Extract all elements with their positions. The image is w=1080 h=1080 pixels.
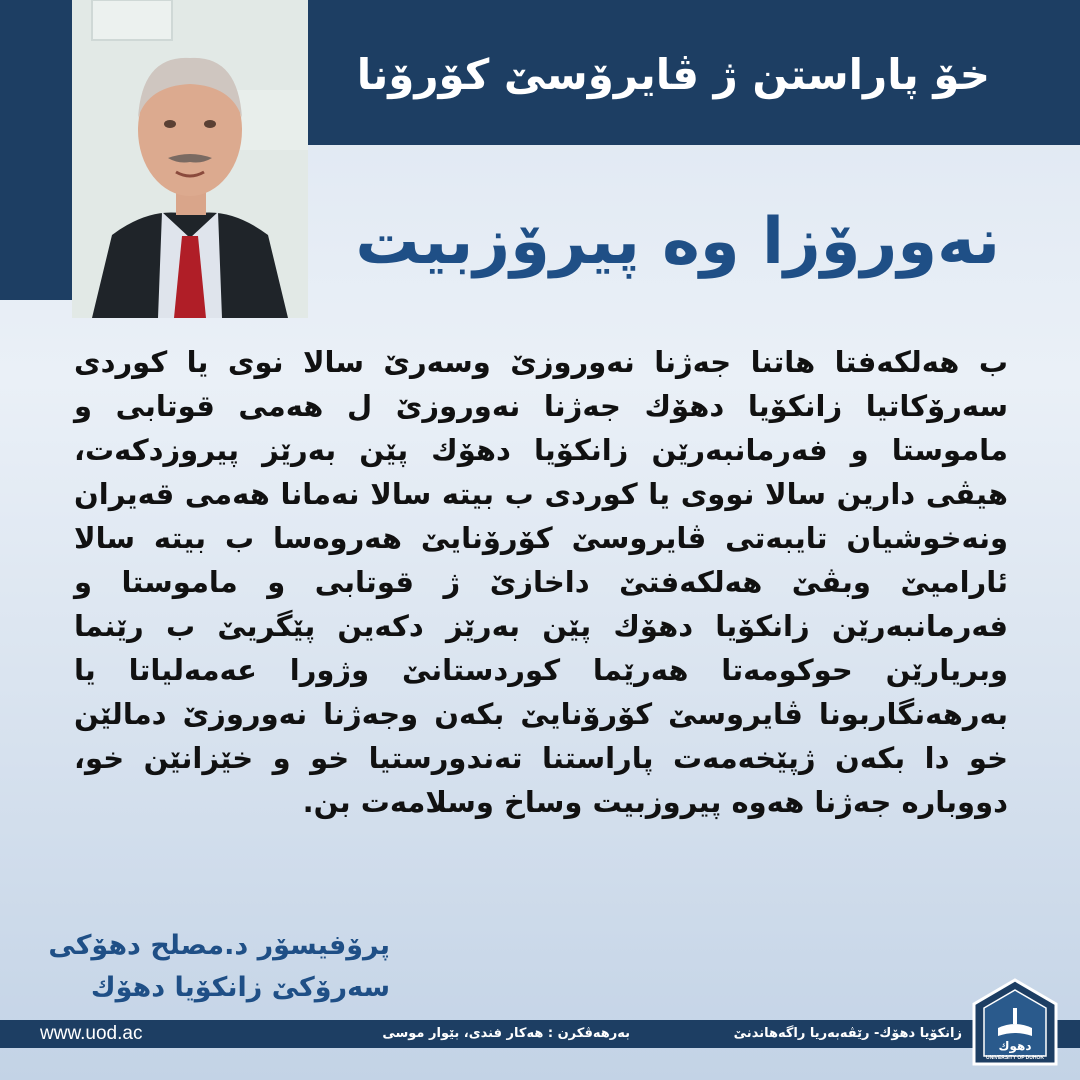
banner-title: خۆ پاراستن ژ ڤایرۆسێ کۆرۆنا (356, 50, 990, 99)
top-left-panel (0, 0, 72, 300)
website-link[interactable]: www.uod.ac (40, 1023, 143, 1044)
footer-credit: بەرهەڤکرن : هەکار فندی، بێوار موسی (382, 1026, 630, 1041)
page-title: نەورۆزا وە پیرۆزبیت (355, 205, 1000, 279)
message-body: ب هەلکەفتا هاتنا جەژنا نەوروزێ وسەرێ سالا نوی یا کوردی سەرۆکاتیا زانکۆیا دهۆك جەژنا نەوروزێ ل هەمی قوتابی و ماموستا و فەرمانبەرێن زانکۆیا دهۆك پێن بەرێز پیروزدکەت، هیڤی دارین سالا نووی یا کوردی ب بیتە سالا نەمانا هەمی قەیران ونەخوشیان تایبەتی ڤایروسێ کۆرۆنایێ هەروەسا ب بیتە سالا ئارامیێ وبڤێ هەلکەفتێ داخازێ ژ قوتابی و ماموستا و فەرمانبەرێن زانکۆیا دهۆك پێن بەرێز دکەین پێگریێ ب رێنما وبریارێن حوکومەتا هەرێما کوردستانێ وژورا عەمەلیاتا یا بەرهەنگاربونا ڤایروسێ کۆرۆنایێ بکەن وجەژنا نەوروزێ دمالێن خو دا بکەن ژپێخەمەت پاراستنا تەندورستیا خو و خێزانێن خو، دووبارە جەژنا هەوە پیروزبیت وساخ وسلامەت بن. (74, 345, 1008, 819)
signature-name: پرۆفیسۆر د.مصلح دهۆکی (48, 930, 390, 961)
logo-label: UNIVERSITY OF DUHOK (986, 1055, 1044, 1061)
footer-university: زانکۆیا دهۆك- رێڤەبەریا راگەهاندنێ (733, 1026, 962, 1041)
signature-role: سەرۆکێ زانکۆیا دهۆك (90, 972, 390, 1003)
signature-block (30, 925, 390, 1009)
portrait-photo (72, 0, 308, 318)
logo-text: دهوك (998, 1039, 1032, 1053)
